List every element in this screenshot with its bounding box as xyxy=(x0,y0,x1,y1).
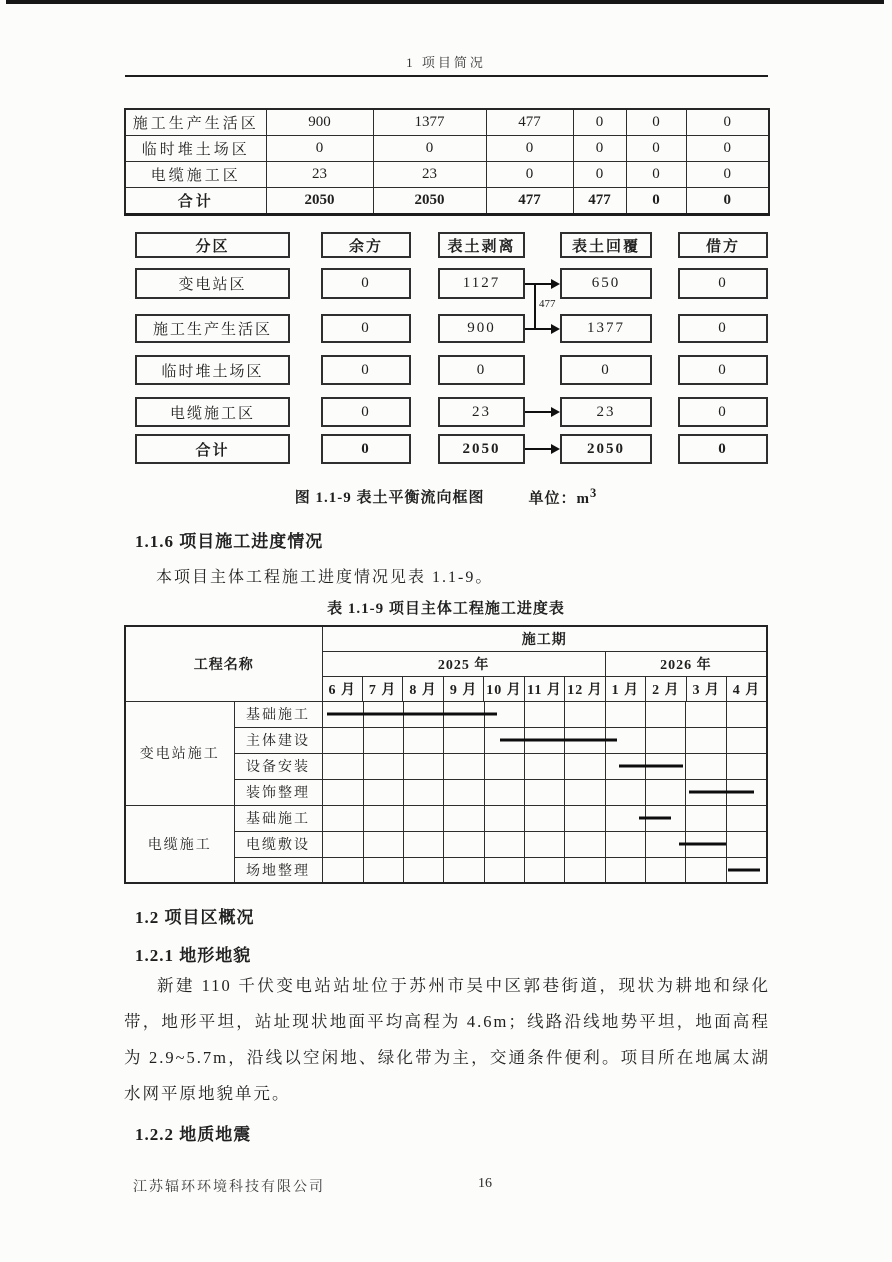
month-gridline xyxy=(484,754,485,779)
flow-cover-box: 0 xyxy=(560,355,652,385)
month-header: 9 月 xyxy=(443,676,483,701)
heading-1-2-1: 1.2.1 地形地貌 xyxy=(135,946,252,965)
value-cell: 0 xyxy=(626,109,686,136)
table-row xyxy=(125,188,769,215)
month-gridline xyxy=(524,702,525,727)
page-header-title: 1 项目简况 xyxy=(406,55,486,70)
month-gridline xyxy=(564,806,565,831)
flow-header-box: 借方 xyxy=(678,232,768,258)
value-cell: 0 xyxy=(573,136,626,162)
project-name-header: 工程名称 xyxy=(125,626,322,701)
month-header: 12 月 xyxy=(565,676,605,701)
value-cell: 477 xyxy=(573,188,626,215)
flow-arrow xyxy=(525,411,552,413)
header-rule xyxy=(125,75,768,77)
month-gridline xyxy=(403,780,404,805)
month-gridline xyxy=(564,702,565,727)
month-gridline xyxy=(726,754,727,779)
value-cell: 0 xyxy=(373,136,486,162)
month-gridline xyxy=(403,728,404,753)
month-gridline xyxy=(605,780,606,805)
gantt-bar xyxy=(500,739,617,742)
flow-strip-box: 23 xyxy=(438,397,525,427)
value-cell: 0 xyxy=(686,188,769,215)
month-gridline xyxy=(363,754,364,779)
month-gridline xyxy=(363,806,364,831)
month-gridline xyxy=(443,806,444,831)
scan-edge-artifact xyxy=(6,0,884,4)
task-name-cell: 场地整理 xyxy=(234,857,322,883)
month-gridline xyxy=(726,858,727,883)
month-gridline xyxy=(524,832,525,857)
flow-transfer-connector xyxy=(534,284,536,330)
month-gridline xyxy=(403,858,404,883)
value-cell: 0 xyxy=(686,162,769,188)
gantt-bar xyxy=(619,765,684,768)
month-gridline xyxy=(645,702,646,727)
paragraph-1-2-1: 新建 110 千伏变电站站址位于苏州市吴中区郭巷街道，现状为耕地和绿化带，地形平坦，站址现状地面平均高程为 4.6m；线路沿线地势平坦，地面高程为 2.9~5.7m，沿线以空闲地、绿化带为主，交通条件便利。项目所在地属太湖水网平原地貌单元。 xyxy=(124,976,770,1103)
flow-zone-box: 变电站区 xyxy=(135,268,290,299)
month-header: 2 月 xyxy=(646,676,686,701)
month-gridline xyxy=(363,728,364,753)
flow-arrowhead xyxy=(551,279,560,289)
task-name-cell: 装饰整理 xyxy=(234,779,322,805)
flow-borrow-box: 0 xyxy=(678,397,768,427)
month-gridline xyxy=(685,702,686,727)
construction-period-header: 施工期 xyxy=(322,626,767,651)
month-header: 7 月 xyxy=(362,676,402,701)
topsoil-flow-diagram xyxy=(124,228,768,473)
flow-arrowhead xyxy=(551,444,560,454)
month-gridline xyxy=(564,832,565,857)
gantt-bar-area xyxy=(322,831,767,857)
gantt-bar-area xyxy=(322,857,767,883)
month-gridline xyxy=(605,806,606,831)
month-header: 6 月 xyxy=(322,676,362,701)
gantt-bar xyxy=(327,713,498,716)
month-gridline xyxy=(484,858,485,883)
footer-company: 江苏辐环环境科技有限公司 xyxy=(133,1180,325,1195)
flow-arrow xyxy=(525,448,552,450)
flow-zone-box: 合计 xyxy=(135,434,290,464)
flow-cover-box: 23 xyxy=(560,397,652,427)
month-gridline xyxy=(363,858,364,883)
construction-schedule-table xyxy=(124,625,768,884)
month-gridline xyxy=(685,728,686,753)
earthwork-balance-table xyxy=(124,108,770,216)
flow-header-box: 表土剥离 xyxy=(438,232,525,258)
task-name-cell: 电缆敷设 xyxy=(234,831,322,857)
gantt-bar-area xyxy=(322,779,767,805)
flow-arrow xyxy=(525,283,552,285)
value-cell: 0 xyxy=(573,109,626,136)
gantt-task-row xyxy=(125,701,767,727)
month-gridline xyxy=(726,832,727,857)
table-row xyxy=(125,109,769,136)
month-gridline xyxy=(524,754,525,779)
month-gridline xyxy=(726,806,727,831)
table-row xyxy=(125,136,769,162)
gantt-bar xyxy=(728,868,760,871)
month-gridline xyxy=(605,832,606,857)
month-gridline xyxy=(605,858,606,883)
heading-1-2-2: 1.2.2 地质地震 xyxy=(135,1125,252,1144)
figure-unit-label: 单位：$m^3$ xyxy=(528,486,598,507)
month-gridline xyxy=(443,754,444,779)
zone-label-cell: 电缆施工区 xyxy=(125,162,266,188)
gantt-bar xyxy=(679,843,725,846)
value-cell: 0 xyxy=(486,136,573,162)
month-gridline xyxy=(443,858,444,883)
value-cell: 2050 xyxy=(266,188,373,215)
value-cell: 0 xyxy=(686,136,769,162)
table-row xyxy=(125,162,769,188)
flow-borrow-box: 0 xyxy=(678,434,768,464)
task-name-cell: 主体建设 xyxy=(234,727,322,753)
zone-label-cell: 临时堆土场区 xyxy=(125,136,266,162)
value-cell: 0 xyxy=(266,136,373,162)
flow-header-box: 表土回覆 xyxy=(560,232,652,258)
flow-strip-box: 900 xyxy=(438,314,525,343)
zone-label-cell: 合计 xyxy=(125,188,266,215)
month-header: 1 月 xyxy=(605,676,645,701)
month-gridline xyxy=(645,780,646,805)
month-gridline xyxy=(403,806,404,831)
month-gridline xyxy=(685,858,686,883)
table-caption: 表 1.1-9 项目主体工程施工进度表 xyxy=(327,601,565,617)
flow-borrow-box: 0 xyxy=(678,268,768,299)
gantt-bar-area xyxy=(322,701,767,727)
value-cell: 23 xyxy=(266,162,373,188)
value-cell: 1377 xyxy=(373,109,486,136)
gantt-task-row xyxy=(125,805,767,831)
flow-zone-box: 电缆施工区 xyxy=(135,397,290,427)
gantt-bar xyxy=(639,817,671,820)
flow-arrowhead xyxy=(551,324,560,334)
month-gridline xyxy=(484,728,485,753)
flow-transfer-value: 477 xyxy=(539,298,556,310)
flow-cover-box: 650 xyxy=(560,268,652,299)
figure-caption-text: 图 1.1-9 表土平衡流向框图 xyxy=(294,490,485,506)
flow-borrow-box: 0 xyxy=(678,355,768,385)
work-group-cell: 变电站施工 xyxy=(125,701,234,805)
month-gridline xyxy=(564,754,565,779)
flow-arrowhead xyxy=(551,407,560,417)
task-name-cell: 基础施工 xyxy=(234,701,322,727)
flow-surplus-box: 0 xyxy=(321,434,411,464)
month-header: 11 月 xyxy=(524,676,564,701)
month-header: 8 月 xyxy=(403,676,443,701)
month-gridline xyxy=(605,702,606,727)
month-gridline xyxy=(685,780,686,805)
month-gridline xyxy=(645,858,646,883)
value-cell: 0 xyxy=(626,188,686,215)
month-gridline xyxy=(605,754,606,779)
flow-cover-box: 2050 xyxy=(560,434,652,464)
month-gridline xyxy=(363,780,364,805)
month-gridline xyxy=(484,832,485,857)
value-cell: 2050 xyxy=(373,188,486,215)
heading-1-1-6: 1.1.6 项目施工进度情况 xyxy=(135,532,324,551)
task-name-cell: 设备安装 xyxy=(234,753,322,779)
flow-strip-box: 0 xyxy=(438,355,525,385)
value-cell: 0 xyxy=(686,109,769,136)
flow-strip-box: 1127 xyxy=(438,268,525,299)
value-cell: 477 xyxy=(486,109,573,136)
gantt-bar-area xyxy=(322,727,767,753)
month-gridline xyxy=(443,832,444,857)
month-gridline xyxy=(564,858,565,883)
page-number: 16 xyxy=(478,1176,492,1191)
gantt-header-row xyxy=(125,626,767,651)
month-gridline xyxy=(726,728,727,753)
month-gridline xyxy=(524,780,525,805)
flow-arrow xyxy=(525,328,552,330)
flow-zone-box: 临时堆土场区 xyxy=(135,355,290,385)
month-gridline xyxy=(443,728,444,753)
month-gridline xyxy=(564,780,565,805)
month-gridline xyxy=(403,832,404,857)
month-gridline xyxy=(403,754,404,779)
figure-caption xyxy=(0,486,892,508)
heading-1-2: 1.2 项目区概况 xyxy=(135,908,255,927)
value-cell: 0 xyxy=(626,136,686,162)
month-gridline xyxy=(685,806,686,831)
month-gridline xyxy=(363,832,364,857)
value-cell: 0 xyxy=(486,162,573,188)
flow-cover-box: 1377 xyxy=(560,314,652,343)
flow-header-box: 分区 xyxy=(135,232,290,258)
task-name-cell: 基础施工 xyxy=(234,805,322,831)
flow-zone-box: 施工生产生活区 xyxy=(135,314,290,343)
month-gridline xyxy=(484,806,485,831)
value-cell: 900 xyxy=(266,109,373,136)
month-header: 10 月 xyxy=(484,676,524,701)
year-header: 2025 年 xyxy=(322,651,605,676)
value-cell: 0 xyxy=(573,162,626,188)
month-gridline xyxy=(524,806,525,831)
year-header: 2026 年 xyxy=(605,651,767,676)
gantt-bar-area xyxy=(322,805,767,831)
flow-surplus-box: 0 xyxy=(321,397,411,427)
gantt-bar xyxy=(689,791,754,794)
month-gridline xyxy=(726,702,727,727)
flow-surplus-box: 0 xyxy=(321,314,411,343)
value-cell: 477 xyxy=(486,188,573,215)
gantt-bar-area xyxy=(322,753,767,779)
work-group-cell: 电缆施工 xyxy=(125,805,234,883)
month-header: 3 月 xyxy=(686,676,726,701)
value-cell: 23 xyxy=(373,162,486,188)
month-gridline xyxy=(645,728,646,753)
flow-strip-box: 2050 xyxy=(438,434,525,464)
paragraph-1-1-6: 本项目主体工程施工进度情况见表 1.1-9。 xyxy=(156,569,494,586)
month-gridline xyxy=(685,754,686,779)
zone-label-cell: 施工生产生活区 xyxy=(125,109,266,136)
flow-header-box: 余方 xyxy=(321,232,411,258)
month-gridline xyxy=(484,780,485,805)
value-cell: 0 xyxy=(626,162,686,188)
month-gridline xyxy=(645,832,646,857)
flow-borrow-box: 0 xyxy=(678,314,768,343)
flow-surplus-box: 0 xyxy=(321,268,411,299)
flow-surplus-box: 0 xyxy=(321,355,411,385)
month-gridline xyxy=(524,858,525,883)
month-gridline xyxy=(443,780,444,805)
month-header: 4 月 xyxy=(727,676,767,701)
